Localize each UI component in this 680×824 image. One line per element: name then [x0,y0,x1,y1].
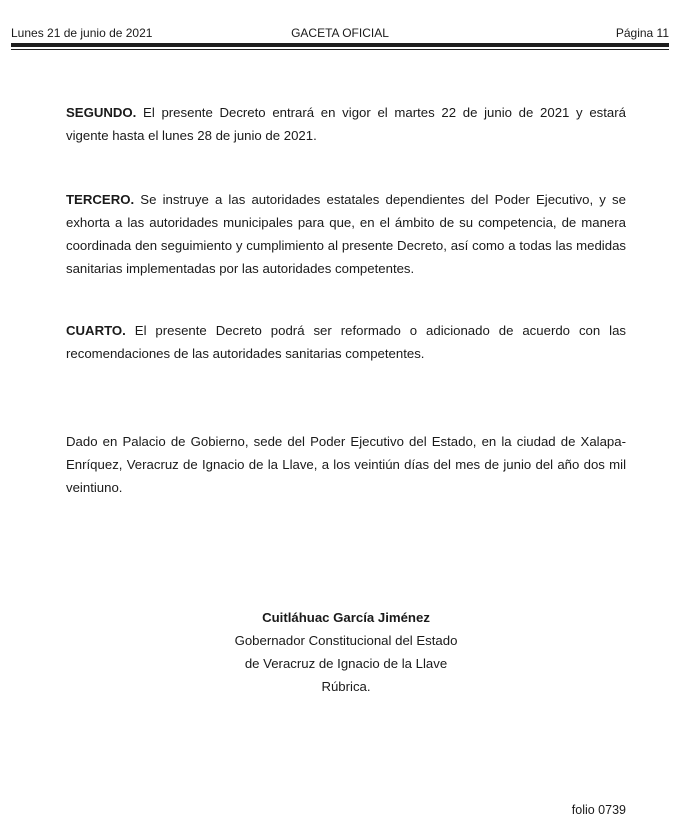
signatory-title-line2: de Veracruz de Ignacio de la Llave [244,656,448,671]
page-header [11,26,669,42]
article-cuarto [66,319,626,365]
header-rule-thin [11,49,669,50]
article-label: CUARTO. [66,323,126,338]
article-text: Se instruye a las autoridades estatales dependientes del Poder Ejecutivo, y se exhorta a las autoridades municipales para que, en el ámbito de su competencia, de manera coordinada den seguimiento y cumplimiento al presente Decreto, así como a todas las medidas sanitarias implementadas por las autoridades competentes. [66,192,626,276]
article-tercero [66,188,626,280]
signatory-title-line1: Gobernador Constitucional del Estado [234,633,458,648]
folio-number: folio 0739 [571,803,626,817]
article-text: El presente Decreto podrá ser reformado o adicionado de acuerdo con las recomendaciones de las autoridades sanitarias competentes. [66,323,626,361]
article-segundo [66,101,626,147]
rubrica: Rúbrica. [321,679,371,694]
signature-block [66,606,626,698]
signatory-name: Cuitláhuac García Jiménez [262,610,430,625]
article-label: TERCERO. [66,192,135,207]
header-publication-title: GACETA OFICIAL [291,26,389,40]
article-label: SEGUNDO. [66,105,137,120]
article-text: El presente Decreto entrará en vigor el martes 22 de junio de 2021 y estará vigente hasta el lunes 28 de junio de 2021. [66,105,626,143]
closing-paragraph: Dado en Palacio de Gobierno, sede del Poder Ejecutivo del Estado, en la ciudad de Xalapa-Enríquez, Veracruz de Ignacio de la Llave, a los veintiún días del mes de junio del año dos mil veintiuno. [66,434,626,495]
header-date: Lunes 21 de junio de 2021 [11,26,153,40]
header-rule-thick [11,43,669,47]
header-page-number: Página 11 [615,26,669,40]
